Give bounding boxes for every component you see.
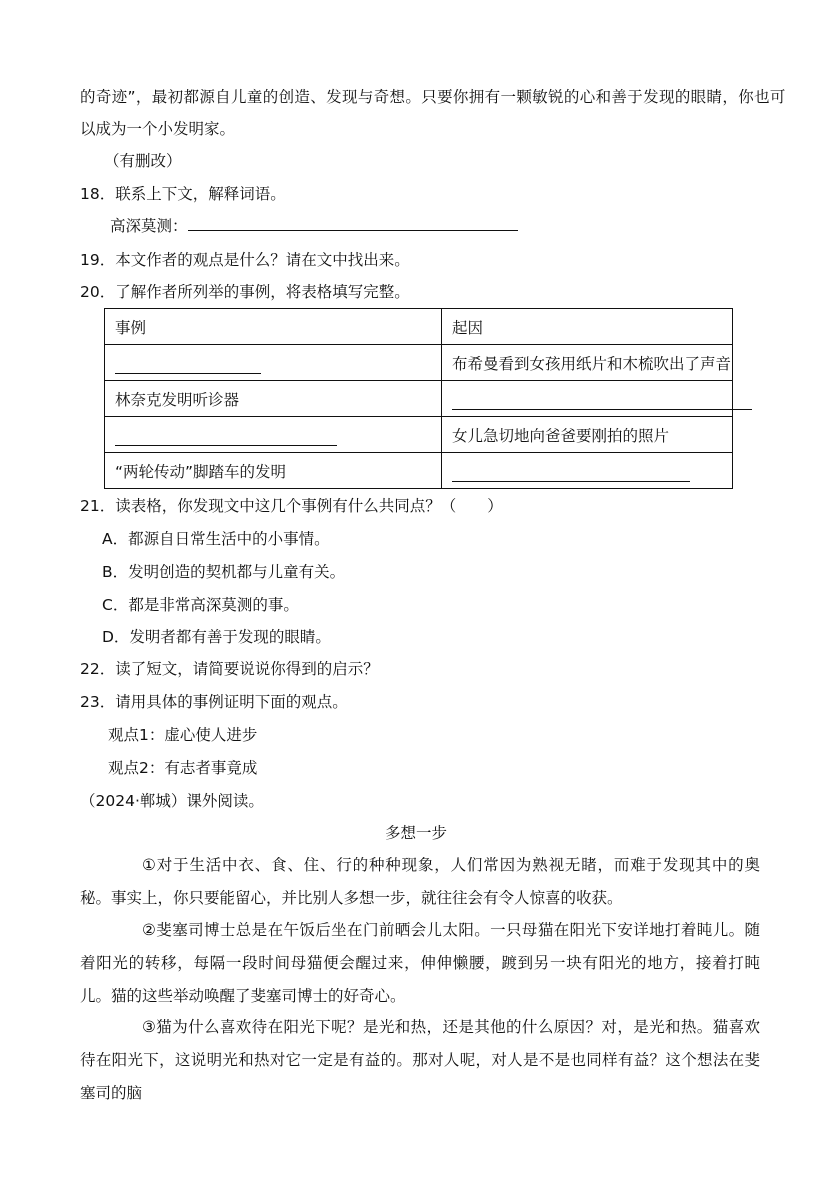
example-cell: “两轮传动”脚踏车的发明 — [105, 453, 442, 489]
question-23: 23．请用具体的事例证明下面的观点。 — [80, 693, 348, 711]
answer-blank[interactable] — [452, 387, 752, 410]
q18-term: 高深莫测： — [110, 217, 188, 235]
question-20: 20．了解作者所列举的事例，将表格填写完整。 — [80, 283, 410, 301]
example-cell: 林奈克发明听诊器 — [105, 381, 442, 417]
question-19: 19．本文作者的观点是什么？请在文中找出来。 — [80, 251, 410, 269]
cause-cell: 女儿急切地向爸爸要刚拍的照片 — [442, 417, 733, 453]
table-row — [105, 417, 733, 453]
cause-cell: 布希曼看到女孩用纸片和木梳吹出了声音 — [442, 345, 733, 381]
option-d[interactable]: D．发明者都有善于发现的眼睛。 — [102, 628, 331, 646]
source-note: （有删改） — [104, 152, 182, 170]
reading-paragraph-1: ①对于生活中衣、食、住、行的种种现象，人们常因为熟视无睹，而难于发现其中的奥秘。事实上，你只要能留心，并比别人多想一步，就往往会有令人惊喜的收获。 — [80, 856, 760, 907]
option-a[interactable]: A．都源自日常生活中的小事情。 — [102, 530, 330, 548]
viewpoint-2: 观点2：有志者事竟成 — [108, 759, 258, 777]
reading-title: 多想一步 — [384, 824, 447, 842]
q18-answer-blank[interactable] — [188, 216, 518, 231]
table-header-row — [105, 309, 733, 345]
cause-cell[interactable] — [442, 453, 733, 489]
table-row — [105, 381, 733, 417]
example-cell[interactable] — [105, 417, 442, 453]
passage-line-1: 的奇迹”，最初都源自儿童的创造、发现与奇想。只要你拥有一颗敏锐的心和善于发现的眼睛，你也可 — [80, 88, 786, 106]
question-18: 18．联系上下文，解释词语。 — [80, 185, 286, 203]
answer-blank[interactable] — [452, 459, 690, 482]
header-example: 事例 — [105, 309, 442, 345]
events-table — [104, 308, 733, 489]
option-b[interactable]: B．发明创造的契机都与儿童有关。 — [102, 563, 346, 581]
reading-source: （2024·郸城）课外阅读。 — [80, 792, 264, 810]
question-21: 21．读表格，你发现文中这几个事例有什么共同点？（ ） — [80, 497, 503, 515]
question-22: 22．读了短文，请简要说说你得到的启示？ — [80, 660, 379, 678]
example-cell[interactable] — [105, 345, 442, 381]
cause-cell[interactable] — [442, 381, 733, 417]
answer-blank[interactable] — [115, 351, 261, 374]
passage-line-2: 以成为一个小发明家。 — [80, 120, 236, 138]
table-row — [105, 345, 733, 381]
header-cause: 起因 — [442, 309, 733, 345]
answer-blank[interactable] — [115, 423, 337, 446]
reading-paragraph-3: ③猫为什么喜欢待在阳光下呢？是光和热，还是其他的什么原因？对，是光和热。猫喜欢待在阳光下，这说明光和热对它一定是有益的。那对人呢，对人是不是也同样有益？这个想法在斐塞司的脑 — [80, 1018, 760, 1102]
reading-paragraph-2: ②斐塞司博士总是在午饭后坐在门前晒会儿太阳。一只母猫在阳光下安详地打着盹儿。随着阳光的转移，每隔一段时间母猫便会醒过来，伸伸懒腰，踱到另一块有阳光的地方，接着打盹儿。猫的这些举动唤醒了斐塞司博士的好奇心。 — [80, 921, 760, 1005]
viewpoint-1: 观点1：虚心使人进步 — [108, 726, 258, 744]
q18-answer-row — [110, 216, 518, 236]
table-row — [105, 453, 733, 489]
option-c[interactable]: C．都是非常高深莫测的事。 — [102, 596, 299, 614]
